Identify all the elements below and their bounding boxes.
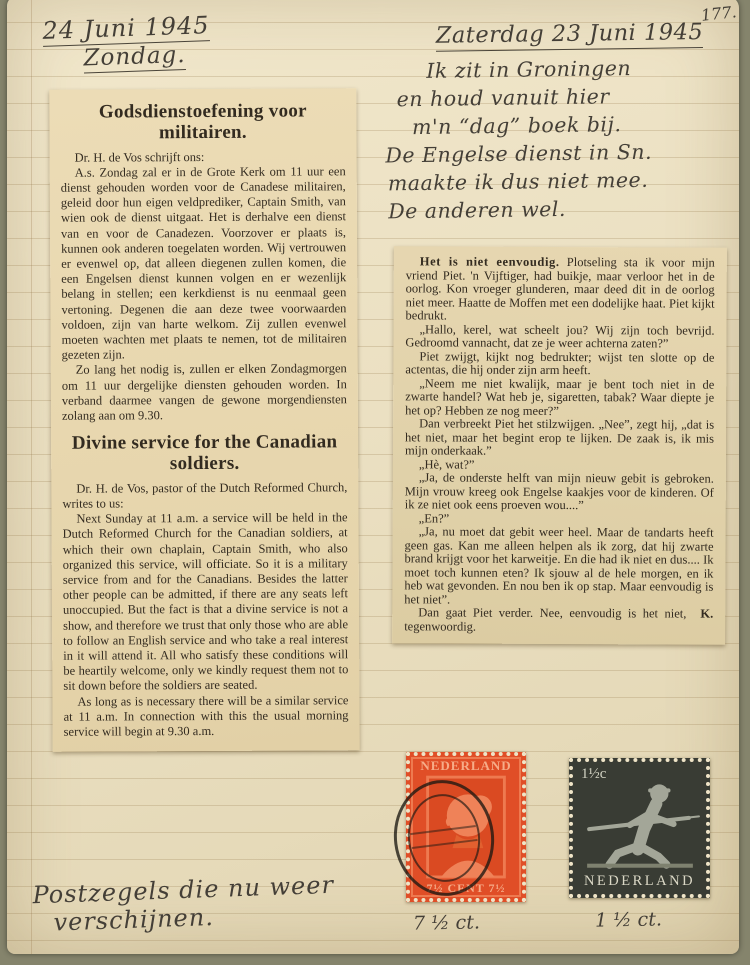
stamp-caption-dark: 1 ½ ct. [594,908,663,932]
date-line-2: Zondag. [83,41,187,72]
clipping-signature: K. [700,606,714,621]
newspaper-clipping-piet-story [392,246,727,644]
margin-rule [31,0,32,954]
clipping-lead: Het is niet eenvoudig. [419,254,560,269]
stamp-wilhelmina-orange [406,752,526,902]
clipping-paragraph: Dr. H. de Vos, pastor of the Dutch Reformed Church, writes to us: [62,479,348,511]
newspaper-clipping-church-service [49,88,359,752]
clipping-paragraph: „Hè, wat?” [418,456,475,472]
handwritten-stamp-note [32,871,335,937]
clipping-paragraph: „Ja, nu moet dat gebit weer heel. Maar de tandarts heeft geen gas. Kan me alleen helpen als ik zorg, dat hij zwarte brand krijgt voor het karweitje. En die had ik niet en dus.... Ik moet toch kunnen eten? Ik sjouw al de hele morgen, en ik heb wat gevonden. En nou ben ik op stap. Maar eenvoudig is het niet”. [404,524,714,607]
stamp-value-band: 7½ CENT 7½ [426,881,506,895]
clipping-paragraph: „En?” [418,510,450,526]
clipping-paragraph: „Neem me niet kwalijk, maar je bent toch niet in de zwarte handel? Wat heb je, sigaretten, tabak? Waar diepte je het op? Hebben ze nog meer?” [405,375,715,418]
clipping-paragraph: A.s. Zondag zal er in de Grote Kerk om 11 uur een dienst gehouden worden voor de Canadese militairen, geleid door hun eigen veldprediker, Captain Smith, van wien ook de dienst uitgaat. Het is derhalve een dienst van en voor de Canadezen. Voorzover er plaats is, kunnen ook anderen toegelaten worden. Wij vertrouwen er evenwel op, dat alleen diegenen zullen komen, die een Engelsen dienst kunnen volgen en er wezenlijk belang in stellen; een kerkdienst is nu eenmaal geen vertoning. Degenen die aan deze twee voorwaarden voldoen, zijn van harte welkom. Zij zullen evenwel moeten wachten met plaats te nemen, tot de militairen gezeten zijn. [60,163,347,362]
clipping-lead-paragraph: Het is niet eenvoudig. Plotseling sta ik voor mijn vriend Piet. 'n Vijftiger, had buikje, maar verloor het in de oorlog. Kon vroeger glunderen, maar deed dit in de oorlog niet meer. Haatte de Moffen met een dodelijke haat. Piet kijkt bedrukt. [405,254,715,323]
stamp-soldier-dark [569,758,710,898]
diary-line: De Engelse dienst in Sn. [385,139,653,168]
diary-line: De anderen wel. [388,196,567,224]
diary-line: maakte ik dus niet mee. [387,167,649,196]
clipping-paragraph: „Ja, de onderste helft van mijn nieuw gebit is gebroken. Mijn vrouw kreeg ook Engelse kaakjes voor de kinderen. Of ik ze niet ook eens proeven wou....” [404,470,714,513]
notebook-page [7,0,739,954]
clipping-paragraph: Dr. H. de Vos schrijft ons: [74,149,205,165]
clipping-headline-nl: Godsdienstoefening voor militairen. [98,100,307,144]
diary-line: Ik zit in Groningen [426,56,632,83]
clipping-paragraph: Zo lang het nodig is, zullen er elken Zondagmorgen om 11 uur dergelijke diensten gehouden worden. In verband daarmee vangen de gewone morgendiensten zolang aan om 9.30. [61,361,347,423]
stamp-denomination: 1½c [581,766,607,782]
note-line-2: verschijnen. [53,902,215,937]
diary-line: m'n “dag” boek bij. [411,112,622,140]
stamp-caption-orange: 7 ½ ct. [412,911,481,935]
clipping-paragraph: Next Sunday at 11 a.m. a service will be held in the Dutch Reformed Church for the Canadian soldiers, at which their own chaplain, Captain Smith, who also organized this service, will officiate. So it is a military service from and for the Canadians. Besides the latter other people can be admitted, if there are any seats left unoccupied. But the fact is that a divine service is not a show, and therefore we trust that only those who are able to follow an English service and who take a real interest in it will attend it. All who satisfy these conditions will be heartily welcome, only we kindly request them not to sit down before the soldiers are seated. [62,510,349,694]
clipping-paragraph: Dan verbreekt Piet het stilzwijgen. „Nee”, zegt hij, „dat is het niet, maar het begint erop te lijken. De zaak is, ik mis mijn onderkaak.” [404,416,715,458]
date-line-1: 24 Juni 1945 [42,11,211,45]
note-line-1: Postzegels die nu weer [32,870,335,910]
diary-line: en houd vanuit hier [396,84,610,112]
clipping-paragraph: As long as is necessary there will be a similar service at 11 a.m. In connection with this the usual morning service will begin at 9.30 a.m. [63,692,349,739]
clipping-headline-en: Divine service for the Canadian soldiers. [71,431,338,475]
page-number: 177. [700,2,738,25]
soldier-icon [579,776,701,870]
handwritten-diary-entry [384,18,739,226]
clipping-paragraph: Piet zwijgt, kijkt nog bedrukter; wijst ten slotte op de actentas, die hij onder zijn arm heeft. [405,348,715,378]
clipping-paragraph: „Hallo, kerel, wat scheelt jou? Wij zijn toch bevrijd. Gedroomd vannacht, dat ze je weer achterna zaten?” [405,321,715,351]
handwritten-date-left [42,11,211,75]
stamp-country-label: NEDERLAND [583,873,696,889]
stamp-country-label: NEDERLAND [420,758,512,773]
diary-heading: Zaterdag 23 Juni 1945 [436,18,704,52]
clipping-closing-paragraph: K. Dan gaat Piet verder. Nee, eenvoudig is het niet, tegenwoordig. [404,605,714,634]
